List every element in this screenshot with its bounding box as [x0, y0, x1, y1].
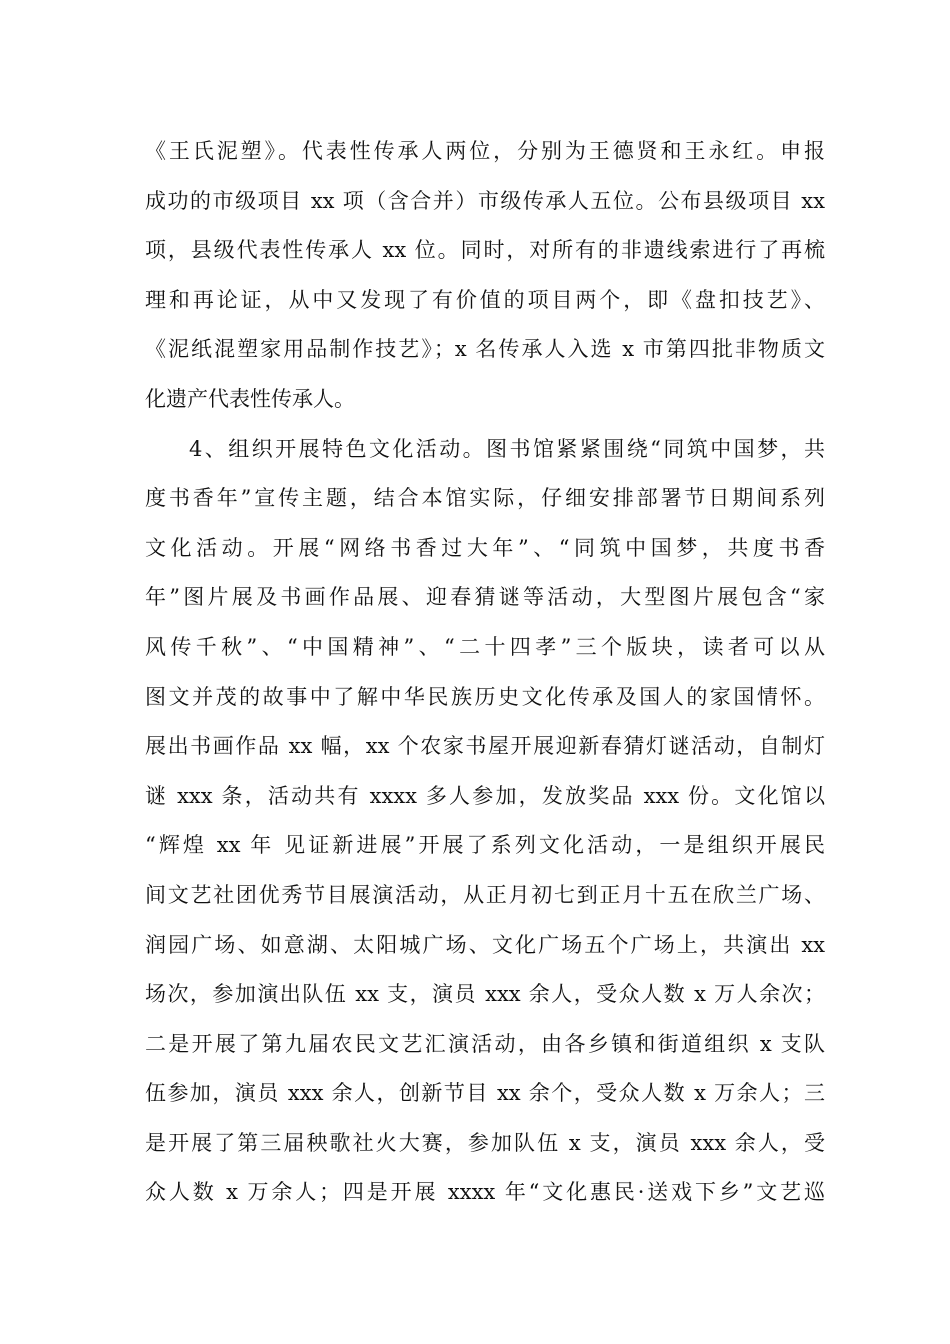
- body-text: [145, 127, 825, 1218]
- text-line: 间文艺社团优秀节目展演活动，从正月初七到正月十五在欣兰广场、: [145, 882, 825, 907]
- text-line: 度书香年”宣传主题，结合本馆实际，仔细安排部署节日期间系列: [145, 486, 825, 511]
- text-line: 场次，参加演出队伍 xx 支，演员 xxx 余人，受众人数 x 万人余次；: [145, 982, 825, 1007]
- text-line: 润园广场、如意湖、太阳城广场、文化广场五个广场上，共演出 xx: [145, 932, 825, 957]
- text-line: “辉煌 xx 年 见证新进展”开展了系列文化活动，一是组织开展民: [145, 833, 825, 858]
- text-line: 成功的市级项目 xx 项（含合并）市级传承人五位。公布县级项目 xx: [145, 188, 825, 213]
- text-line: 展出书画作品 xx 幅，xx 个农家书屋开展迎新春猜灯谜活动，自制灯: [145, 734, 825, 759]
- text-line: 理和再论证，从中又发现了有价值的项目两个，即《盘扣技艺》、: [145, 287, 825, 312]
- text-line: 众人数 x 万余人；四是开展 xxxx 年“文化惠民·送戏下乡”文艺巡: [145, 1180, 825, 1205]
- text-line: 风传千秋”、“中国精神”、“二十四孝”三个版块，读者可以从: [145, 634, 825, 659]
- text-line: 二是开展了第九届农民文艺汇演活动，由各乡镇和街道组织 x 支队: [145, 1031, 825, 1056]
- text-line: 是开展了第三届秧歌社火大赛，参加队伍 x 支，演员 xxx 余人，受: [145, 1130, 825, 1155]
- text-line: 《王氏泥塑》。代表性传承人两位，分别为王德贤和王永红。申报: [145, 139, 825, 163]
- text-line: 化遗产代表性传承人。: [145, 386, 355, 411]
- text-line: 4、组织开展特色文化活动。图书馆紧紧围绕“同筑中国梦，共: [189, 436, 825, 461]
- text-line: 项，县级代表性传承人 xx 位。同时，对所有的非遗线索进行了再梳: [145, 238, 825, 263]
- text-line: 伍参加，演员 xxx 余人，创新节目 xx 余个，受众人数 x 万余人；三: [145, 1081, 825, 1106]
- text-line: 年”图片展及书画作品展、迎春猜谜等活动，大型图片展包含“家: [145, 585, 825, 610]
- text-line: 《泥纸混塑家用品制作技艺》；x 名传承人入选 x 市第四批非物质文: [145, 337, 825, 362]
- text-line: 图文并茂的故事中了解中华民族历史文化传承及国人的家国情怀。: [145, 684, 825, 709]
- text-line: 文化活动。开展“网络书香过大年”、“同筑中国梦，共度书香: [145, 535, 825, 560]
- text-line: 谜 xxx 条，活动共有 xxxx 多人参加，发放奖品 xxx 份。文化馆以: [145, 783, 825, 808]
